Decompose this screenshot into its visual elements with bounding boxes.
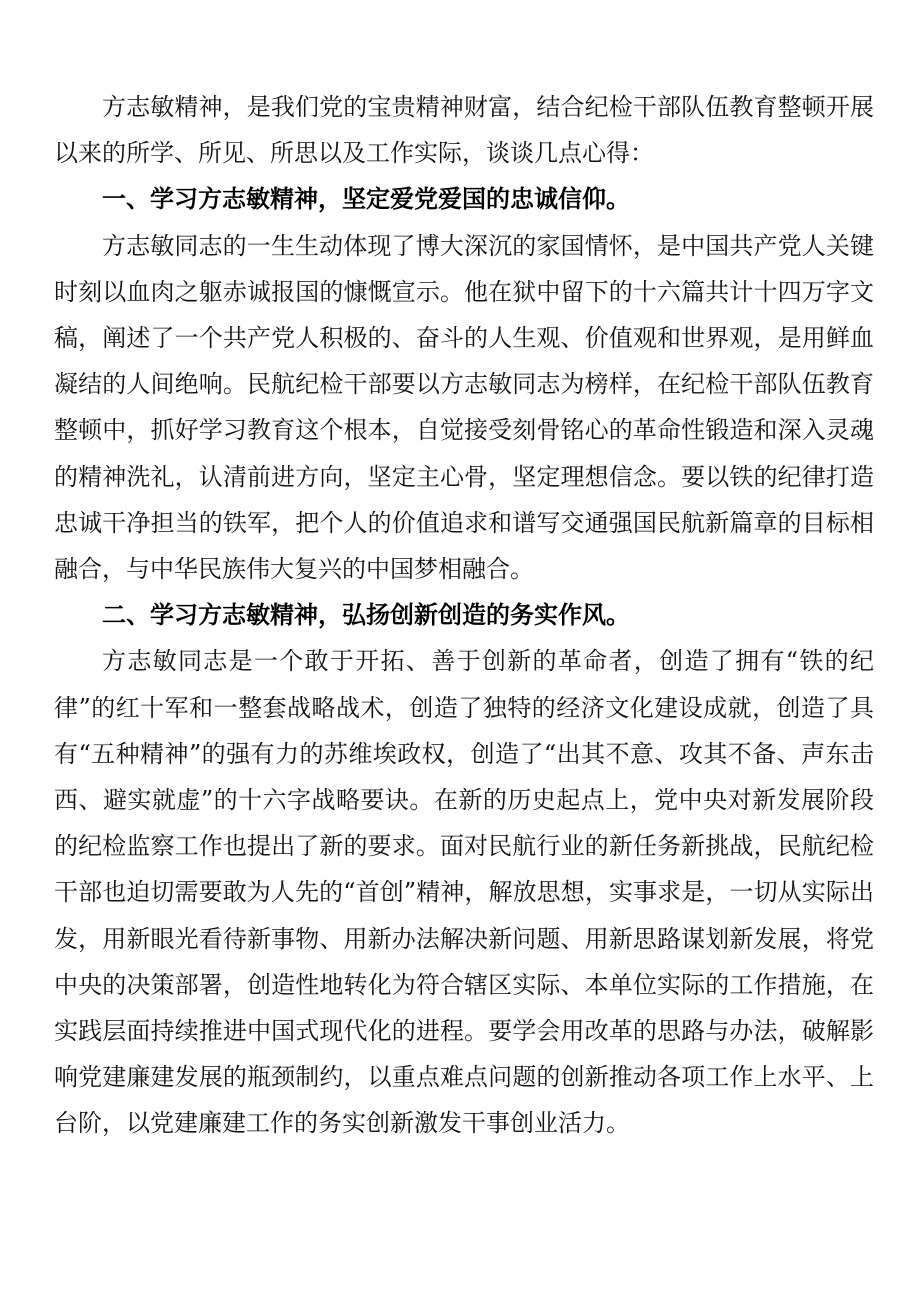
document-body [54, 84, 874, 1147]
section-2-paragraph: 方志敏同志是一个敢于开拓、善于创新的革命者，创造了拥有“铁的纪律”的红十军和一整套战略战术，创造了独特的经济文化建设成就，创造了具有“五种精神”的强有力的苏维埃政权，创造了“出其不意、攻其不备、声东击西、避实就虚”的十六字战略要诀。在新的历史起点上，党中央对新发展阶段的纪检监察工作也提出了新的要求。面对民航行业的新任务新挑战，民航纪检干部也迫切需要敢为人先的“首创”精神，解放思想，实事求是，一切从实际出发，用新眼光看待新事物、用新办法解决新问题、用新思路谋划新发展，将党中央的决策部署，创造性地转化为符合辖区实际、本单位实际的工作措施，在实践层面持续推进中国式现代化的进程。要学会用改革的思路与办法，破解影响党建廉建发展的瓶颈制约，以重点难点问题的创新推动各项工作上水平、上台阶，以党建廉建工作的务实创新激发干事创业活力。 [54, 647, 874, 1138]
section-2-heading: 二、学习方志敏精神，弘扬创新创造的务实作风。 [102, 601, 630, 630]
intro-paragraph: 方志敏精神，是我们党的宝贵精神财富，结合纪检干部队伍教育整顿开展以来的所学、所见、所思以及工作实际，谈谈几点心得： [54, 93, 874, 168]
section-1-paragraph: 方志敏同志的一生生动体现了博大深沉的家国情怀，是中国共产党人关键时刻以血肉之躯赤诚报国的慷慨宣示。他在狱中留下的十六篇共计十四万字文稿，阐述了一个共产党人积极的、奋斗的人生观、价值观和世界观，是用鲜血凝结的人间绝响。民航纪检干部要以方志敏同志为榜样，在纪检干部队伍教育整顿中，抓好学习教育这个根本，自觉接受刻骨铭心的革命性锻造和深入灵魂的精神洗礼，认清前进方向，坚定主心骨，坚定理想信念。要以铁的纪律打造忠诚干净担当的铁军，把个人的价值追求和谱写交通强国民航新篇章的目标相融合，与中华民族伟大复兴的中国梦相融合。 [54, 231, 874, 584]
section-1-heading: 一、学习方志敏精神，坚定爱党爱国的忠诚信仰。 [102, 185, 630, 214]
